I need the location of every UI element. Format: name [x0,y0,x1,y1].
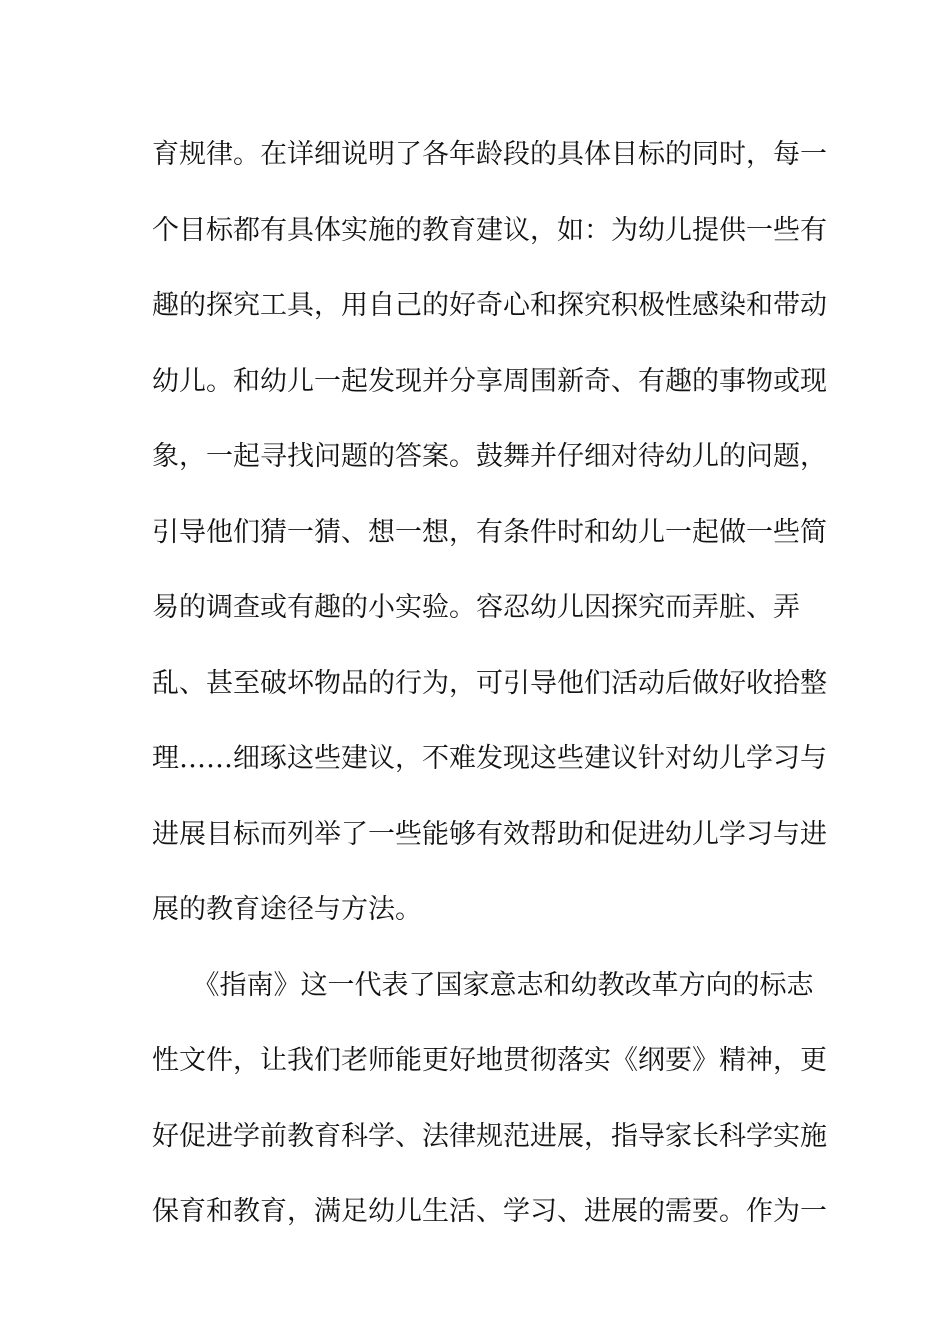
text-line: 个目标都有具体实施的教育建议，如：为幼儿提供一些有 [152,214,827,246]
text-line: 性文件，让我们老师能更好地贯彻落实《纲要》精神，更 [152,1045,827,1076]
text-line: 好促进学前教育科学、法律规范进展，指导家长科学实施 [152,1120,827,1152]
text-line: 理……细琢这些建议，不难发现这些建议针对幼儿学习与 [152,743,827,774]
text-line: 乱、甚至破坏物品的行为，可引导他们活动后做好收拾整 [152,667,827,699]
text-line: 幼儿。和幼儿一起发现并分享周围新奇、有趣的事物或现 [152,365,827,397]
text-line: 展的教育途径与方法。 [152,894,422,925]
text-line: 育规律。在详细说明了各年龄段的具体目标的同时，每一 [152,139,827,170]
body-text [152,130,827,1263]
text-line: 进展目标而列举了一些能够有效帮助和促进幼儿学习与进 [152,818,827,850]
text-line: 易的调查或有趣的小实验。容忍幼儿因探究而弄脏、弄 [152,592,800,623]
text-line: 趣的探究工具，用自己的好奇心和探究积极性感染和带动 [152,290,827,321]
text-line: 象，一起寻找问题的答案。鼓舞并仔细对待幼儿的问题， [152,441,827,472]
paragraph-start-line: 《指南》这一代表了国家意志和幼教改革方向的标志 [152,969,814,1001]
text-line: 保育和教育，满足幼儿生活、学习、进展的需要。作为一 [152,1196,827,1227]
text-line: 引导他们猜一猜、想一想，有条件时和幼儿一起做一些简 [152,516,827,548]
